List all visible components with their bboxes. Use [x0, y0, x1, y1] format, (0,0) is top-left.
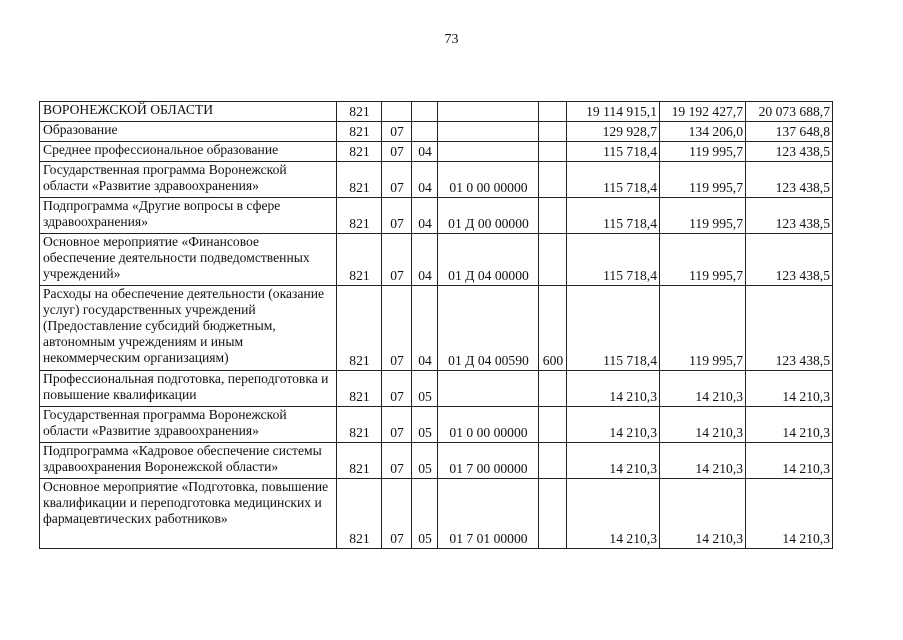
- cell-amount-year-3: 137 648,8: [746, 122, 833, 142]
- cell-amount-year-1: 14 210,3: [567, 479, 660, 549]
- cell-subsection-code: [412, 102, 438, 122]
- cell-name: Образование: [40, 122, 337, 142]
- cell-amount-year-1: 115 718,4: [567, 162, 660, 198]
- cell-expense-type: [539, 198, 567, 234]
- cell-subsection-code: 05: [412, 479, 438, 549]
- cell-amount-year-2: 14 210,3: [660, 407, 746, 443]
- cell-ministry-code: 821: [337, 162, 382, 198]
- table-row: [40, 407, 833, 443]
- cell-section-code: 07: [382, 198, 412, 234]
- cell-section-code: 07: [382, 443, 412, 479]
- cell-amount-year-3: 20 073 688,7: [746, 102, 833, 122]
- cell-section-code: 07: [382, 479, 412, 549]
- cell-section-code: 07: [382, 371, 412, 407]
- cell-amount-year-3: 123 438,5: [746, 142, 833, 162]
- cell-amount-year-2: 14 210,3: [660, 371, 746, 407]
- cell-amount-year-1: 14 210,3: [567, 443, 660, 479]
- cell-target-article: 01 Д 04 00590: [438, 286, 539, 371]
- cell-ministry-code: 821: [337, 479, 382, 549]
- cell-expense-type: [539, 443, 567, 479]
- table-row: [40, 443, 833, 479]
- cell-section-code: 07: [382, 162, 412, 198]
- cell-expense-type: [539, 102, 567, 122]
- cell-expense-type: [539, 234, 567, 286]
- cell-section-code: [382, 102, 412, 122]
- cell-section-code: 07: [382, 142, 412, 162]
- cell-section-code: 07: [382, 234, 412, 286]
- cell-ministry-code: 821: [337, 407, 382, 443]
- cell-amount-year-3: 123 438,5: [746, 234, 833, 286]
- table-row: [40, 479, 833, 549]
- cell-name: Государственная программа Воронежской области «Развитие здравоохранения»: [40, 162, 337, 198]
- cell-amount-year-2: 119 995,7: [660, 198, 746, 234]
- cell-amount-year-2: 14 210,3: [660, 479, 746, 549]
- cell-amount-year-1: 19 114 915,1: [567, 102, 660, 122]
- cell-target-article: [438, 102, 539, 122]
- cell-target-article: 01 Д 04 00000: [438, 234, 539, 286]
- cell-ministry-code: 821: [337, 122, 382, 142]
- cell-subsection-code: 05: [412, 443, 438, 479]
- cell-expense-type: [539, 142, 567, 162]
- cell-name: Подпрограмма «Другие вопросы в сфере здравоохранения»: [40, 198, 337, 234]
- cell-amount-year-2: 119 995,7: [660, 286, 746, 371]
- cell-amount-year-3: 123 438,5: [746, 198, 833, 234]
- cell-name: Подпрограмма «Кадровое обеспечение системы здравоохранения Воронежской области»: [40, 443, 337, 479]
- cell-subsection-code: 04: [412, 234, 438, 286]
- cell-section-code: 07: [382, 122, 412, 142]
- table-row: [40, 142, 833, 162]
- table-row: [40, 162, 833, 198]
- cell-amount-year-1: 129 928,7: [567, 122, 660, 142]
- cell-ministry-code: 821: [337, 142, 382, 162]
- cell-amount-year-2: 119 995,7: [660, 162, 746, 198]
- cell-section-code: 07: [382, 286, 412, 371]
- cell-target-article: [438, 122, 539, 142]
- table-row: [40, 198, 833, 234]
- cell-ministry-code: 821: [337, 198, 382, 234]
- budget-table: [39, 101, 833, 549]
- cell-expense-type: [539, 371, 567, 407]
- cell-amount-year-2: 119 995,7: [660, 234, 746, 286]
- table-row: [40, 234, 833, 286]
- cell-target-article: [438, 142, 539, 162]
- cell-subsection-code: [412, 122, 438, 142]
- table-row: [40, 102, 833, 122]
- cell-name: Среднее профессиональное образование: [40, 142, 337, 162]
- cell-target-article: 01 7 00 00000: [438, 443, 539, 479]
- cell-expense-type: [539, 479, 567, 549]
- cell-name: Профессиональная подготовка, переподготовка и повышение квалификации: [40, 371, 337, 407]
- page-number: 73: [444, 32, 459, 47]
- cell-amount-year-3: 14 210,3: [746, 371, 833, 407]
- cell-expense-type: [539, 407, 567, 443]
- cell-ministry-code: 821: [337, 443, 382, 479]
- cell-amount-year-1: 14 210,3: [567, 371, 660, 407]
- cell-amount-year-3: 14 210,3: [746, 479, 833, 549]
- cell-amount-year-1: 115 718,4: [567, 286, 660, 371]
- cell-target-article: [438, 371, 539, 407]
- cell-ministry-code: 821: [337, 286, 382, 371]
- cell-ministry-code: 821: [337, 234, 382, 286]
- cell-name: ВОРОНЕЖСКОЙ ОБЛАСТИ: [40, 102, 337, 122]
- cell-amount-year-2: 19 192 427,7: [660, 102, 746, 122]
- cell-expense-type: 600: [539, 286, 567, 371]
- cell-amount-year-3: 123 438,5: [746, 162, 833, 198]
- cell-ministry-code: 821: [337, 102, 382, 122]
- cell-amount-year-2: 14 210,3: [660, 443, 746, 479]
- cell-amount-year-1: 115 718,4: [567, 198, 660, 234]
- cell-expense-type: [539, 122, 567, 142]
- cell-subsection-code: 04: [412, 198, 438, 234]
- cell-subsection-code: 04: [412, 162, 438, 198]
- cell-amount-year-3: 14 210,3: [746, 443, 833, 479]
- cell-name: Основное мероприятие «Подготовка, повышение квалификации и переподготовка медицинских и фармацевтических работников»: [40, 479, 337, 549]
- cell-expense-type: [539, 162, 567, 198]
- cell-target-article: 01 0 00 00000: [438, 407, 539, 443]
- cell-amount-year-3: 123 438,5: [746, 286, 833, 371]
- cell-subsection-code: 05: [412, 407, 438, 443]
- cell-amount-year-1: 14 210,3: [567, 407, 660, 443]
- cell-subsection-code: 04: [412, 286, 438, 371]
- cell-target-article: 01 0 00 00000: [438, 162, 539, 198]
- cell-name: Основное мероприятие «Финансовое обеспечение деятельности подведомственных учреждений»: [40, 234, 337, 286]
- cell-amount-year-1: 115 718,4: [567, 234, 660, 286]
- cell-target-article: 01 7 01 00000: [438, 479, 539, 549]
- cell-amount-year-2: 119 995,7: [660, 142, 746, 162]
- cell-amount-year-3: 14 210,3: [746, 407, 833, 443]
- cell-name: Расходы на обеспечение деятельности (оказание услуг) государственных учреждений (Предоставление субсидий бюджетным, автономным учреждениям и иным некоммерческим организациям): [40, 286, 337, 371]
- cell-ministry-code: 821: [337, 371, 382, 407]
- cell-subsection-code: 04: [412, 142, 438, 162]
- table-row: [40, 371, 833, 407]
- table-row: [40, 286, 833, 371]
- cell-target-article: 01 Д 00 00000: [438, 198, 539, 234]
- table-row: [40, 122, 833, 142]
- cell-name: Государственная программа Воронежской области «Развитие здравоохранения»: [40, 407, 337, 443]
- cell-subsection-code: 05: [412, 371, 438, 407]
- cell-amount-year-2: 134 206,0: [660, 122, 746, 142]
- cell-amount-year-1: 115 718,4: [567, 142, 660, 162]
- cell-section-code: 07: [382, 407, 412, 443]
